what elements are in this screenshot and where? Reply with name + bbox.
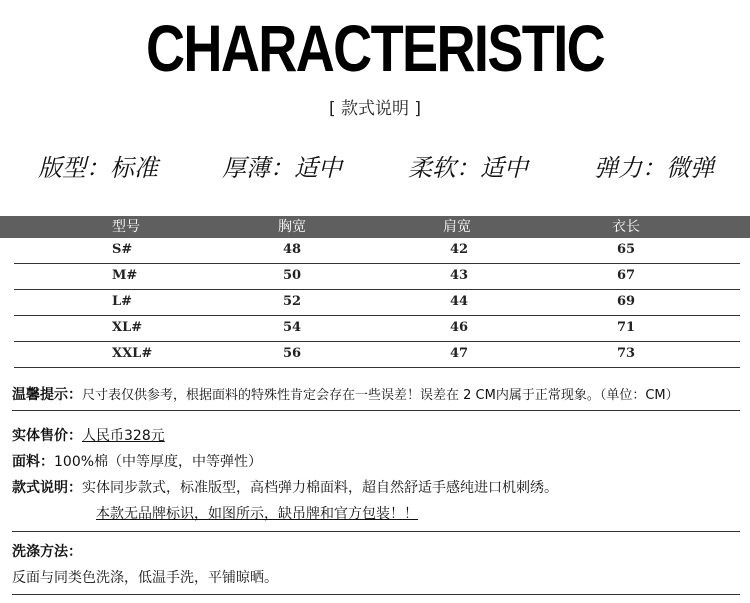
cell-chest: 56 [282, 346, 302, 361]
cell-size: XL# [112, 320, 143, 335]
cell-length: 65 [616, 242, 636, 257]
cell-chest: 48 [282, 242, 302, 257]
size-table-header [0, 216, 750, 238]
page-title: CHARACTERISTIC [145, 11, 605, 85]
table-row [14, 316, 740, 342]
wash-label: 洗涤方法： [12, 544, 82, 560]
cell-size: XXL# [112, 346, 153, 361]
cell-shoulder: 42 [449, 242, 469, 257]
table-row [14, 290, 740, 316]
style-note: 本款无品牌标识，如图所示，缺吊牌和官方包装！！ [96, 506, 418, 522]
cell-chest: 50 [282, 268, 302, 283]
header-chest: 胸宽 [278, 219, 306, 235]
property-fit: 版型：标准 [38, 154, 158, 182]
page-subtitle: [ 款式说明 ] [328, 99, 422, 119]
cell-shoulder: 46 [449, 320, 469, 335]
cell-size: M# [112, 268, 138, 283]
property-thickness: 厚薄：适中 [222, 154, 342, 182]
tip-label: 温馨提示： [12, 387, 82, 403]
cell-shoulder: 44 [449, 294, 469, 309]
fabric-value: 100%棉（中等厚度，中等弹性） [54, 454, 263, 470]
cell-size: S# [112, 242, 133, 257]
divider [12, 410, 740, 411]
property-elasticity: 弹力：微弹 [594, 154, 714, 182]
table-row [14, 238, 740, 264]
price-line [12, 425, 165, 445]
cell-length: 73 [616, 346, 636, 361]
properties-row [0, 148, 750, 184]
price-value: 人民币328元 [82, 428, 165, 444]
cell-size: L# [112, 294, 133, 309]
cell-shoulder: 43 [449, 268, 469, 283]
style-value: 实体同步款式，标准版型，高档弹力棉面料，超自然舒适手感纯进口机刺绣。 [82, 480, 558, 496]
divider [12, 594, 740, 595]
wash-text: 反面与同类色洗涤，低温手洗，平铺晾晒。 [12, 570, 278, 586]
cell-chest: 52 [282, 294, 302, 309]
fabric-label: 面料： [12, 454, 54, 470]
size-tip [12, 384, 679, 404]
header-size: 型号 [112, 219, 140, 235]
table-row [14, 264, 740, 290]
cell-length: 71 [616, 320, 636, 335]
header-shoulder: 肩宽 [443, 219, 471, 235]
cell-shoulder: 47 [449, 346, 469, 361]
cell-length: 67 [616, 268, 636, 283]
style-label: 款式说明： [12, 480, 82, 496]
property-softness: 柔软：适中 [408, 154, 528, 182]
tip-text: 尺寸表仅供参考，根据面料的特殊性肯定会存在一些误差！误差在 2 CM内属于正常现象。（单位：CM） [82, 388, 679, 403]
divider [12, 531, 740, 532]
cell-chest: 54 [282, 320, 302, 335]
price-label: 实体售价： [12, 428, 82, 444]
fabric-line [12, 451, 262, 471]
header-length: 衣长 [612, 219, 640, 235]
table-row [14, 342, 740, 368]
style-line [12, 477, 558, 497]
cell-length: 69 [616, 294, 636, 309]
